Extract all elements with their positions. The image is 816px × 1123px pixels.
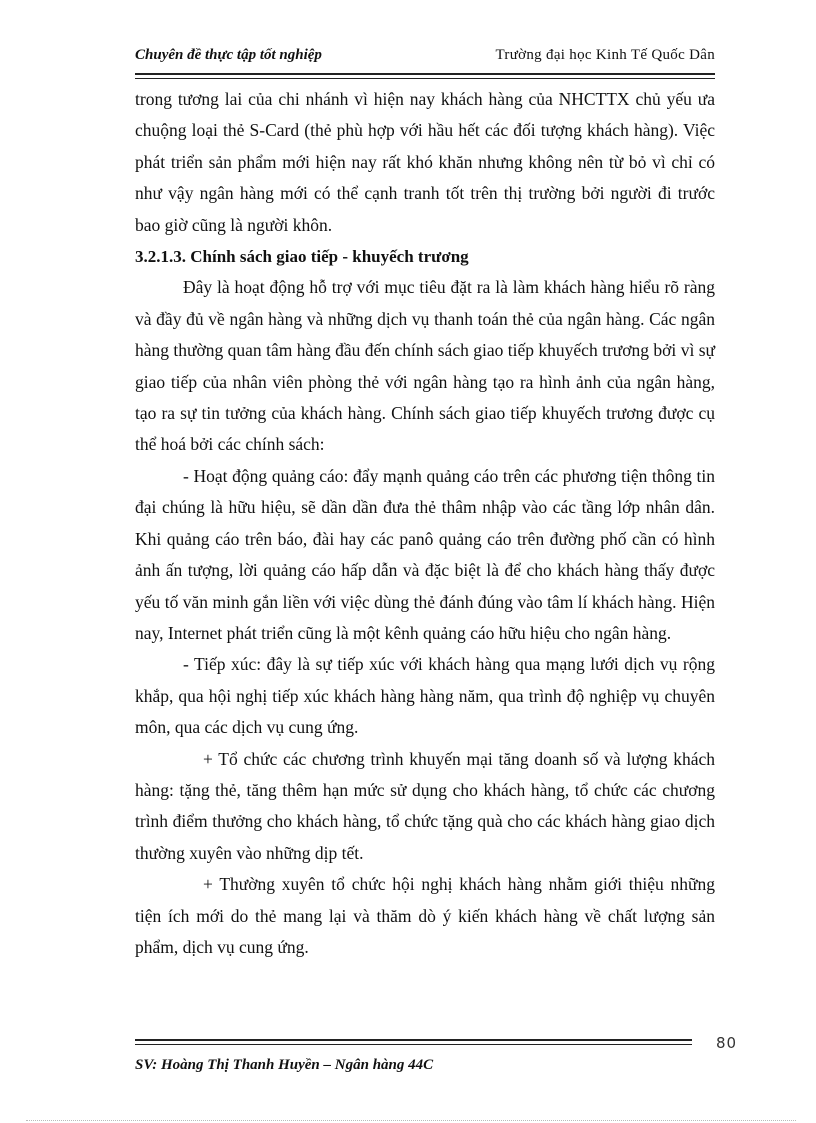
page-number: 80	[716, 1034, 738, 1052]
footer-divider	[135, 1039, 692, 1045]
header-university: Trường đại học Kinh Tế Quốc Dân	[495, 47, 715, 63]
paragraph-continued: trong tương lai của chi nhánh vì hiện nay khách hàng của NHCTTX chủ yếu ưa chuộng loại thẻ S-Card (thẻ phù hợp với hầu hết các đối tượng khách hàng). Việc phát triển sản phẩm mới hiện nay rất khó khăn nhưng không nên từ bỏ vì chỉ có như vậy ngân hàng mới có thể cạnh tranh tốt trên thị trường bởi người đi trước bao giờ cũng là người khôn.	[135, 89, 715, 235]
footer-author: SV: Hoàng Thị Thanh Huyền – Ngân hàng 44C	[135, 1057, 434, 1073]
section-heading: 3.2.1.3. Chính sách giao tiếp - khuyếch trương	[135, 247, 469, 267]
page-header	[135, 47, 715, 71]
bullet-advertising: - Hoạt động quảng cáo: đẩy mạnh quảng cáo trên các phương tiện thông tin đại chúng là hữu hiệu, sẽ dần dần đưa thẻ thâm nhập vào các tầng lớp nhân dân. Khi quảng cáo trên báo, đài hay các panô quảng cáo trên đường phố cần có hình ảnh ấn tượng, lời quảng cáo hấp dẫn và đặc biệt là để cho khách hàng thấy được yếu tố văn minh gắn liền với việc dùng thẻ đánh đúng vào tâm lí khách hàng. Hiện nay, Internet phát triển cũng là một kênh quảng cáo hữu hiệu cho ngân hàng.	[135, 465, 715, 643]
page-body	[135, 84, 715, 963]
plus-item-promotions: + Tổ chức các chương trình khuyến mại tăng doanh số và lượng khách hàng: tặng thẻ, tăng thêm hạn mức sử dụng cho khách hàng, tổ chức các chương trình điểm thưởng cho khách hàng, tổ chức tặng quà cho các khách hàng giao dịch thường xuyên vào những dịp tết.	[135, 748, 715, 863]
plus-item-conferences: + Thường xuyên tổ chức hội nghị khách hàng nhằm giới thiệu những tiện ích mới do thẻ mang lại và thăm dò ý kiến khách hàng về chất lượng sản phẩm, dịch vụ cung ứng.	[135, 874, 715, 957]
header-document-title: Chuyên đề thực tập tốt nghiệp	[135, 47, 322, 63]
page-edge-divider	[26, 1120, 796, 1121]
header-divider	[135, 73, 715, 79]
bullet-contact: - Tiếp xúc: đây là sự tiếp xúc với khách hàng qua mạng lưới dịch vụ rộng khắp, qua hội nghị tiếp xúc khách hàng hàng năm, qua trình độ nghiệp vụ chuyên môn, qua các dịch vụ cung ứng.	[135, 654, 715, 738]
paragraph-intro: Đây là hoạt động hỗ trợ với mục tiêu đặt ra là làm khách hàng hiểu rõ ràng và đầy đủ về ngân hàng và những dịch vụ thanh toán thẻ của ngân hàng. Các ngân hàng thường quan tâm hàng đầu đến chính sách giao tiếp khuyếch trương bởi vì sự giao tiếp của nhân viên phòng thẻ với ngân hàng tạo ra hình ảnh của ngân hàng, tạo ra sự tin tưởng của khách hàng. Chính sách giao tiếp khuyếch trương được cụ thể hoá bởi các chính sách:	[135, 277, 715, 455]
